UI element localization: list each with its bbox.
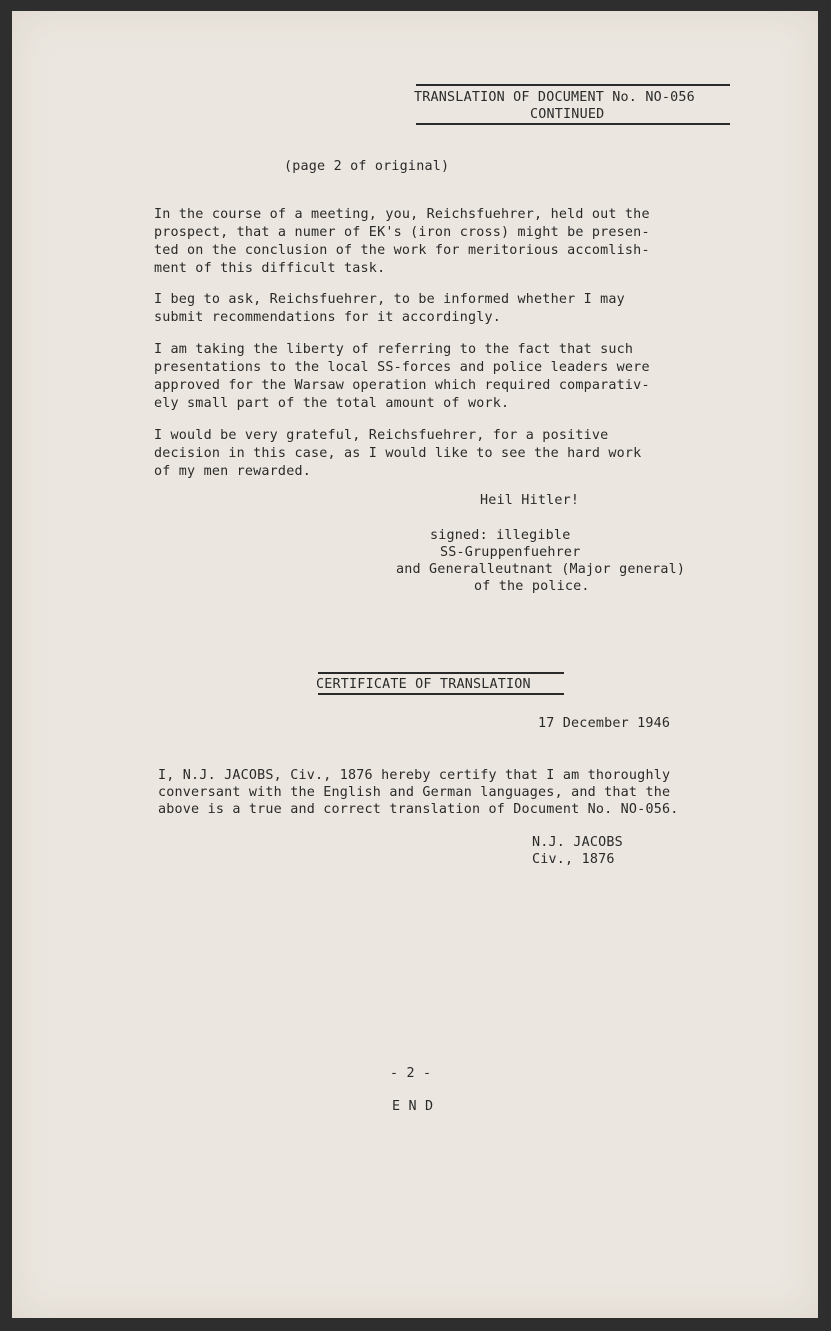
paragraph-line: prospect, that a numer of EK's (iron cross) might be presen- — [154, 225, 650, 240]
paragraph-line: I would be very grateful, Reichsfuehrer, for a positive — [154, 428, 609, 443]
end-mark: E N D — [392, 1099, 434, 1114]
certificate-line: conversant with the English and German languages, and that the — [158, 785, 671, 800]
closing-rank-3: of the police. — [474, 579, 590, 594]
paragraph-line: ment of this difficult task. — [154, 261, 386, 276]
paragraph-line: ely small part of the total amount of work. — [154, 396, 510, 411]
paragraph-line: decision in this case, as I would like to see the hard work — [154, 446, 642, 461]
page-note: (page 2 of original) — [284, 159, 450, 174]
closing-rank-2: and Generalleutnant (Major general) — [396, 562, 686, 577]
paragraph-line: I beg to ask, Reichsfuehrer, to be informed whether I may — [154, 292, 625, 307]
paragraph-line: In the course of a meeting, you, Reichsfuehrer, held out the — [154, 207, 650, 222]
paragraph-line: submit recommendations for it accordingly. — [154, 310, 501, 325]
certificate-heading: CERTIFICATE OF TRANSLATION — [316, 677, 531, 692]
header-title: TRANSLATION OF DOCUMENT No. NO-056 — [414, 90, 695, 105]
header-bottom-rule — [416, 123, 730, 125]
closing-signed: signed: illegible — [430, 528, 571, 543]
closing-rank-1: SS-Gruppenfuehrer — [440, 545, 581, 560]
document-page — [12, 11, 818, 1318]
page-number: - 2 - — [390, 1066, 432, 1081]
header-top-rule — [416, 84, 730, 86]
paragraph-line: approved for the Warsaw operation which required comparativ- — [154, 378, 650, 393]
certificate-signature-id: Civ., 1876 — [532, 852, 615, 867]
certificate-line: above is a true and correct translation of Document No. NO-056. — [158, 802, 679, 817]
certificate-date: 17 December 1946 — [538, 716, 671, 731]
certificate-bottom-rule — [318, 693, 564, 695]
certificate-signature-name: N.J. JACOBS — [532, 835, 623, 850]
paragraph-line: presentations to the local SS-forces and police leaders were — [154, 360, 650, 375]
header-continued: CONTINUED — [530, 107, 605, 122]
certificate-top-rule — [318, 672, 564, 674]
paragraph-line: of my men rewarded. — [154, 464, 311, 479]
certificate-line: I, N.J. JACOBS, Civ., 1876 hereby certify that I am thoroughly — [158, 768, 671, 783]
paragraph-line: ted on the conclusion of the work for meritorious accomlish- — [154, 243, 650, 258]
closing-salutation: Heil Hitler! — [480, 493, 580, 508]
paragraph-line: I am taking the liberty of referring to the fact that such — [154, 342, 634, 357]
